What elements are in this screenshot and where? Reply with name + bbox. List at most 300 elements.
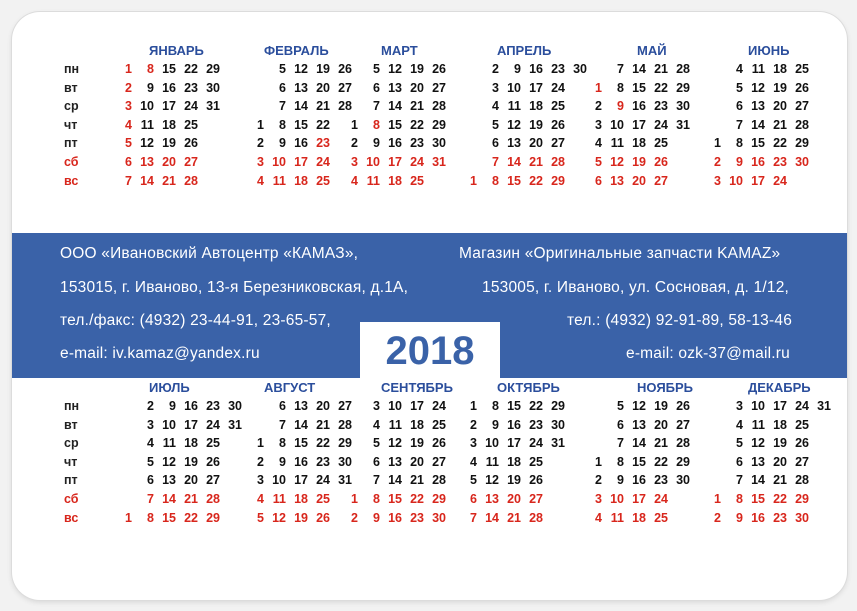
day-number: 20 [316,80,330,95]
day-number: 19 [529,117,543,132]
day-number: 6 [373,454,380,469]
day-number: 17 [751,173,765,188]
day-number: 8 [279,117,286,132]
year-text: 2018 [385,329,475,373]
month-name: ФЕВРАЛЬ [264,43,329,58]
day-number: 30 [432,510,446,525]
day-number: 27 [184,154,198,169]
day-number: 15 [388,491,402,506]
day-number: 14 [485,510,499,525]
day-number: 12 [751,436,765,451]
day-number: 17 [632,491,646,506]
month-name: ДЕКАБРЬ [748,380,811,395]
day-number: 10 [140,99,154,114]
day-number: 8 [492,399,499,413]
day-number: 20 [162,154,176,169]
day-number: 19 [410,436,424,451]
day-number: 26 [795,436,809,451]
day-number: 4 [736,417,743,432]
day-number: 7 [279,99,286,114]
day-number: 15 [507,399,521,413]
day-number: 1 [257,436,264,451]
day-number: 26 [551,117,565,132]
day-number: 15 [162,510,176,525]
day-number: 30 [432,136,446,151]
day-number: 4 [147,436,154,451]
day-number: 2 [351,510,358,525]
weekday-label: ср [64,436,79,451]
day-number: 27 [206,473,220,488]
weekday-labels-bottom [64,397,94,527]
day-number: 15 [632,80,646,95]
day-number: 22 [184,510,198,525]
day-number: 29 [338,436,352,451]
day-number: 7 [617,62,624,76]
day-number: 2 [147,399,154,413]
company-name: ООО «Ивановский Автоцентр «КАМАЗ», [60,245,359,262]
day-number: 28 [338,417,352,432]
day-number: 26 [432,62,446,76]
weekday-label: сб [64,491,79,506]
day-number: 19 [507,473,521,488]
day-number: 26 [316,510,330,525]
day-number: 28 [795,117,809,132]
weekday-label: чт [64,454,78,469]
day-number: 19 [773,80,787,95]
day-number: 2 [351,136,358,151]
day-number: 21 [529,154,543,169]
day-number: 12 [632,399,646,413]
day-number: 28 [432,473,446,488]
day-number: 21 [773,117,787,132]
day-number: 2 [714,154,721,169]
day-number: 7 [470,510,477,525]
day-number: 22 [654,454,668,469]
day-number: 2 [257,454,264,469]
day-number: 25 [654,136,668,151]
day-number: 28 [676,436,690,451]
shop-phone: тел.: (4932) 92-91-89, 58-13-46 [567,312,793,329]
day-number: 12 [751,80,765,95]
day-number: 10 [507,80,521,95]
day-number: 24 [316,473,330,488]
day-number: 14 [632,62,646,76]
day-number: 28 [432,99,446,114]
day-number: 16 [751,154,765,169]
day-number: 25 [795,62,809,76]
day-number: 23 [316,454,330,469]
day-number: 23 [529,417,543,432]
day-number: 16 [388,510,402,525]
day-number: 9 [736,154,743,169]
day-number: 24 [773,173,787,188]
day-number: 4 [373,417,380,432]
day-number: 30 [676,99,690,114]
day-number: 15 [507,173,521,188]
month-name: МАРТ [381,43,418,58]
day-number: 31 [206,99,220,114]
day-number: 8 [736,491,743,506]
day-number: 24 [654,491,668,506]
day-number: 17 [294,473,308,488]
day-number: 29 [795,136,809,151]
day-number: 14 [388,473,402,488]
day-number: 14 [751,117,765,132]
day-number: 22 [316,436,330,451]
day-number: 5 [373,436,380,451]
day-number: 5 [736,80,743,95]
day-number: 30 [795,510,809,525]
day-number: 24 [654,117,668,132]
day-number: 29 [551,173,565,188]
day-number: 20 [529,136,543,151]
day-number: 30 [795,154,809,169]
day-number: 17 [529,80,543,95]
day-number: 13 [632,417,646,432]
day-number: 9 [617,99,624,114]
weekday-label: вт [64,80,78,95]
day-number: 13 [388,454,402,469]
day-number: 18 [529,99,543,114]
day-number: 21 [316,417,330,432]
day-number: 10 [388,399,402,413]
day-number: 30 [206,80,220,95]
day-number: 3 [595,491,602,506]
day-number: 22 [654,80,668,95]
day-number: 2 [257,136,264,151]
day-number: 11 [388,417,402,432]
day-number: 13 [140,154,154,169]
day-number: 6 [736,454,743,469]
day-number: 5 [595,154,602,169]
day-number: 14 [751,473,765,488]
day-number: 20 [410,80,424,95]
day-number: 2 [595,99,602,114]
day-number: 9 [279,454,286,469]
day-number: 19 [654,399,668,413]
day-number: 30 [573,62,587,76]
day-number: 21 [773,473,787,488]
day-number: 4 [736,62,743,76]
day-number: 26 [432,436,446,451]
day-number: 13 [751,99,765,114]
day-number: 26 [529,473,543,488]
day-number: 14 [388,99,402,114]
day-number: 7 [736,473,743,488]
day-number: 29 [206,510,220,525]
day-number: 4 [351,173,358,188]
day-number: 10 [485,436,499,451]
day-number: 3 [147,417,154,432]
day-number: 6 [470,491,477,506]
month-name: АПРЕЛЬ [497,43,552,58]
day-number: 12 [388,436,402,451]
day-number: 20 [410,454,424,469]
month-name: МАЙ [637,43,667,58]
day-number: 7 [617,436,624,451]
month-name: ОКТЯБРЬ [497,380,560,395]
day-number: 2 [125,80,132,95]
day-number: 4 [470,454,477,469]
day-number: 12 [294,62,308,76]
day-number: 19 [316,62,330,76]
day-number: 18 [410,417,424,432]
day-number: 13 [294,399,308,413]
day-number: 26 [206,454,220,469]
day-number: 17 [162,99,176,114]
weekday-label: вт [64,417,78,432]
day-number: 28 [338,99,352,114]
day-number: 31 [338,473,352,488]
weekday-label: ср [64,99,79,114]
day-number: 23 [654,473,668,488]
day-number: 1 [714,491,721,506]
day-number: 12 [162,454,176,469]
day-number: 14 [632,436,646,451]
day-number: 3 [470,436,477,451]
day-number: 11 [751,62,765,76]
day-number: 6 [279,80,286,95]
month-name: СЕНТЯБРЬ [381,380,453,395]
day-number: 16 [632,99,646,114]
day-number: 18 [294,173,308,188]
day-number: 1 [351,491,358,506]
day-number: 12 [140,136,154,151]
company-email: e-mail: iv.kamaz@yandex.ru [60,345,260,362]
day-number: 25 [654,510,668,525]
day-number: 18 [773,417,787,432]
day-number: 29 [432,491,446,506]
day-number: 18 [294,491,308,506]
day-number: 27 [654,173,668,188]
day-number: 7 [125,173,132,188]
day-number: 27 [795,454,809,469]
day-number: 25 [795,417,809,432]
weekday-label: вс [64,510,79,525]
day-number: 23 [410,136,424,151]
weekday-label: пн [64,62,80,76]
day-number: 22 [410,491,424,506]
day-number: 21 [654,62,668,76]
day-number: 9 [279,136,286,151]
day-number: 11 [485,454,499,469]
day-number: 15 [294,117,308,132]
day-number: 21 [316,99,330,114]
day-number: 3 [714,173,721,188]
day-number: 13 [485,491,499,506]
day-number: 28 [551,154,565,169]
day-number: 3 [492,80,499,95]
day-number: 4 [595,510,602,525]
day-number: 31 [817,399,831,413]
day-number: 12 [272,510,286,525]
weekday-labels-top [64,60,94,190]
day-number: 15 [632,454,646,469]
day-number: 18 [632,510,646,525]
day-number: 29 [676,80,690,95]
day-number: 5 [617,399,624,413]
day-number: 10 [272,473,286,488]
day-number: 11 [272,173,286,188]
day-number: 28 [206,491,220,506]
company-address: 153015, г. Иваново, 13-я Березниковская, д.1А, [60,279,409,296]
day-number: 4 [257,173,264,188]
day-number: 30 [228,399,242,413]
day-number: 14 [162,491,176,506]
day-number: 6 [736,99,743,114]
day-number: 11 [507,99,521,114]
day-number: 5 [125,136,132,151]
day-number: 17 [773,399,787,413]
day-number: 27 [338,80,352,95]
day-number: 9 [373,136,380,151]
day-number: 8 [736,136,743,151]
year-label [360,322,500,378]
day-number: 9 [514,62,521,76]
day-number: 13 [388,80,402,95]
day-number: 7 [373,473,380,488]
day-number: 5 [736,436,743,451]
day-number: 23 [773,154,787,169]
day-number: 1 [714,136,721,151]
day-number: 10 [610,491,624,506]
day-number: 12 [507,117,521,132]
day-number: 23 [206,399,220,413]
day-number: 10 [610,117,624,132]
day-number: 26 [654,154,668,169]
day-number: 15 [294,436,308,451]
day-number: 5 [147,454,154,469]
weekday-label: пн [64,399,80,413]
day-number: 23 [773,510,787,525]
day-number: 11 [751,417,765,432]
day-number: 19 [162,136,176,151]
weekday-label: пт [64,136,78,151]
day-number: 15 [751,491,765,506]
day-number: 17 [388,154,402,169]
day-number: 1 [257,117,264,132]
day-number: 19 [184,454,198,469]
day-number: 6 [617,417,624,432]
day-number: 16 [294,136,308,151]
day-number: 29 [206,62,220,76]
contact-band [12,233,847,378]
day-number: 7 [736,117,743,132]
day-number: 11 [272,491,286,506]
day-number: 8 [373,491,380,506]
day-number: 19 [773,436,787,451]
day-number: 16 [162,80,176,95]
day-number: 30 [338,454,352,469]
day-number: 21 [184,491,198,506]
day-number: 22 [529,399,543,413]
day-number: 16 [529,62,543,76]
day-number: 28 [184,173,198,188]
day-number: 10 [162,417,176,432]
day-number: 22 [316,117,330,132]
day-number: 23 [184,80,198,95]
day-number: 17 [184,417,198,432]
day-number: 11 [610,136,624,151]
month-name: ИЮЛЬ [149,380,190,395]
day-number: 10 [729,173,743,188]
day-number: 1 [125,62,132,76]
day-number: 20 [507,491,521,506]
day-number: 24 [432,399,446,413]
day-number: 22 [529,173,543,188]
day-number: 3 [373,399,380,413]
day-number: 24 [551,80,565,95]
shop-email: e-mail: ozk-37@mail.ru [626,345,790,362]
day-number: 3 [351,154,358,169]
day-number: 20 [632,173,646,188]
day-number: 25 [551,99,565,114]
day-number: 2 [470,417,477,432]
day-number: 8 [279,436,286,451]
day-number: 18 [388,173,402,188]
day-number: 13 [751,454,765,469]
day-number: 3 [595,117,602,132]
day-number: 18 [773,62,787,76]
day-number: 15 [751,136,765,151]
day-number: 6 [373,80,380,95]
weekday-label: вс [64,173,79,188]
day-number: 11 [140,117,154,132]
day-number: 6 [147,473,154,488]
day-number: 9 [147,80,154,95]
day-number: 21 [507,510,521,525]
day-number: 4 [257,491,264,506]
day-number: 24 [529,436,543,451]
day-number: 13 [610,173,624,188]
day-number: 3 [257,154,264,169]
day-number: 22 [410,117,424,132]
day-number: 31 [432,154,446,169]
day-number: 16 [751,510,765,525]
day-number: 12 [388,62,402,76]
day-number: 8 [617,80,624,95]
day-number: 8 [147,62,154,76]
day-number: 15 [162,62,176,76]
shop-name: Магазин «Оригинальные запчасти KAMAZ» [459,245,781,262]
weekday-label: пт [64,473,78,488]
day-number: 25 [529,454,543,469]
day-number: 9 [492,417,499,432]
day-number: 27 [432,454,446,469]
day-number: 18 [632,136,646,151]
day-number: 27 [795,99,809,114]
day-number: 4 [595,136,602,151]
day-number: 15 [388,117,402,132]
day-number: 6 [492,136,499,151]
day-number: 7 [279,417,286,432]
day-number: 2 [492,62,499,76]
day-number: 13 [507,136,521,151]
day-number: 2 [595,473,602,488]
day-number: 3 [257,473,264,488]
day-number: 7 [492,154,499,169]
day-number: 27 [529,491,543,506]
day-number: 29 [432,117,446,132]
day-number: 6 [279,399,286,413]
day-number: 14 [294,417,308,432]
day-number: 27 [432,80,446,95]
day-number: 3 [125,99,132,114]
day-number: 28 [795,473,809,488]
day-number: 18 [507,454,521,469]
day-number: 26 [184,136,198,151]
day-number: 5 [279,62,286,76]
